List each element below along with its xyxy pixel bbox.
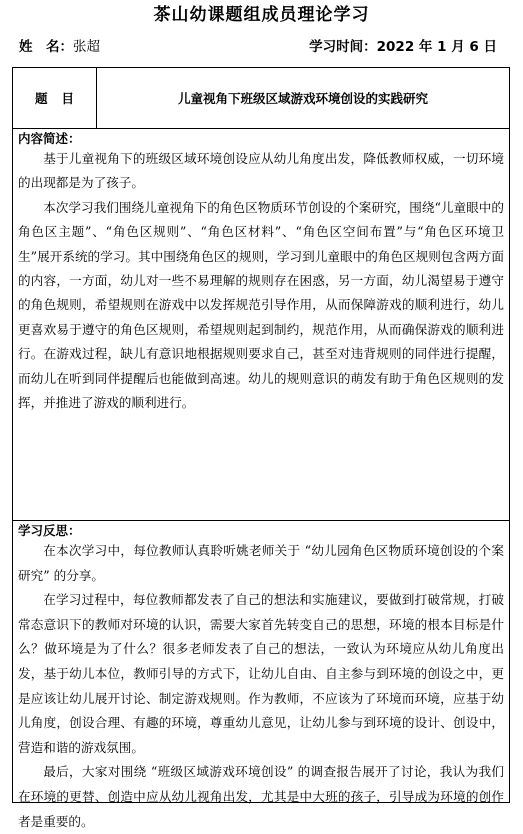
topic-row	[13, 68, 509, 129]
reflection-paragraph: 最后，大家对围绕 “班级区域游戏环境创设” 的调查报告展开了讨论，我认为我们在环境的更替、创造中应从幼儿视角出发，尤其是中大班的孩子，引导成为环境的创作者是重要的。	[18, 764, 504, 829]
study-date: 学习时间：2022 年 1 月 6 日	[309, 39, 497, 55]
reflection-heading: 学习反思：	[18, 523, 81, 538]
document-title: 茶山幼课题组成员理论学习	[153, 5, 370, 25]
reflection-section	[13, 521, 509, 829]
content-summary-heading: 内容简述：	[18, 131, 81, 146]
study-record-table	[12, 67, 510, 829]
reflection-paragraph: 在本次学习中，每位教师认真聆听姚老师关于 “幼儿园角色区物质环境创设的个案研究” 的分享。	[18, 543, 504, 583]
meta-row	[0, 37, 523, 57]
author-name: 张超	[73, 39, 100, 55]
reflection-paragraph: 在学习过程中，每位教师都发表了自己的想法和实施建议，要做到打破常规，打破常态意识下的教师对环境的认识，需要大家首先转变自己的思想，环境的根本目标是什么？做环境是为了什么？很多老师发表了自己的想法，一致认为环境应从幼儿角度出发，基于幼儿本位，教师引导的方式下，让幼儿自由、自主参与到环境的创设之中，更是应该让幼儿展开讨论、制定游戏规则。作为教师，不应该为了环境而环境，应基于幼儿角度，创设合理、有趣的环境，尊重幼儿意见，让幼儿参与到环境的设计、创设中，营造和谐的游戏氛围。	[18, 592, 504, 755]
content-paragraph: 本次学习我们围绕儿童视角下的角色区物质环节创设的个案研究，围绕“儿童眼中的角色区主题”、“角色区规则”、“角色区材料”、“角色区空间布置”与“角色区环境卫生”展开系统的学习。其中围绕角色区的规则，学习到儿童眼中的角色区规则包含两方面的内容，一方面，幼儿对一些不易理解的规则存在困惑，另一方面，幼儿渴望易于遵守的角色规则，希望规则在游戏中以发挥规范引导作用，从而保障游戏的顺利进行，幼儿更喜欢易于遵守的角色区规则，希望规则起到制约，规范作用，从而确保游戏的顺利进行。在游戏过程，缺儿有意识地根据规则要求自己，甚至对违背规则的同伴进行提醒，而幼儿在听到同伴提醒后也能做到高速。幼儿的规则意识的萌发有助于角色区规则的发挥，并推进了游戏的顺利进行。	[18, 199, 504, 411]
topic-title: 儿童视角下班级区域游戏环境创设的实践研究	[177, 91, 428, 106]
author-label: 姓 名：	[19, 39, 73, 55]
topic-label: 题目	[13, 68, 97, 128]
content-summary-section	[13, 129, 509, 521]
content-paragraph: 基于儿童视角下的班级区域环境创设应从幼儿角度出发，降低教师权威，一切环境的出现都是为了孩子。	[18, 151, 504, 191]
author-field	[19, 37, 100, 57]
